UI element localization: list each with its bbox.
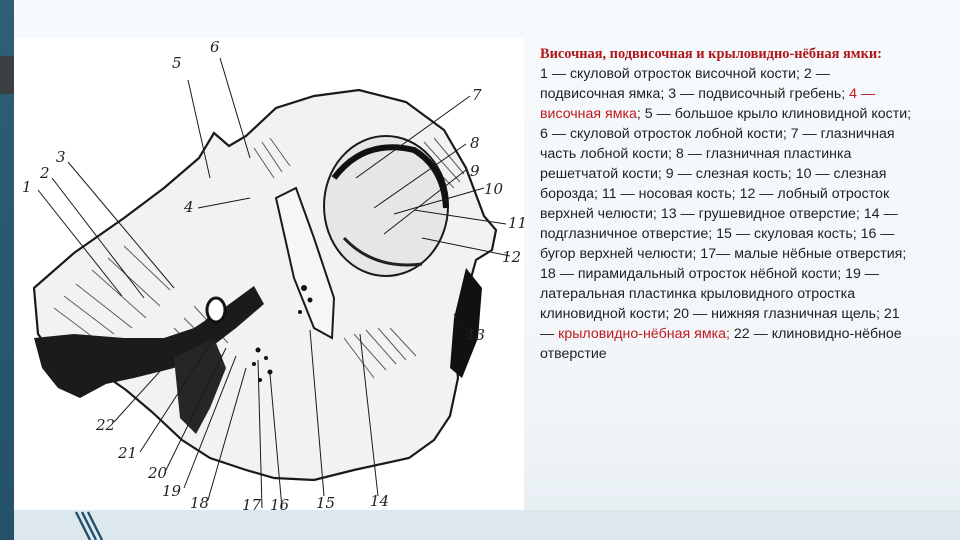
label-4: 4 bbox=[184, 198, 194, 216]
skull-illustration bbox=[14, 38, 528, 514]
label-22: 22 bbox=[96, 416, 116, 434]
label-21: 21 bbox=[118, 444, 138, 462]
label-19: 19 bbox=[162, 482, 182, 500]
caption-text bbox=[540, 44, 912, 364]
label-2: 2 bbox=[40, 164, 50, 182]
label-15: 15 bbox=[316, 494, 336, 512]
label-3: 3 bbox=[56, 148, 66, 166]
skull-lateral-figure bbox=[14, 38, 528, 514]
label-5: 5 bbox=[172, 54, 182, 72]
bottom-band bbox=[14, 510, 960, 540]
caption-heading: Височная, подвисочная и крыловидно-нёбная ямки: bbox=[540, 46, 882, 62]
decorative-stripes bbox=[70, 510, 130, 540]
label-10: 10 bbox=[484, 180, 504, 198]
label-1: 1 bbox=[22, 178, 32, 196]
caption-part-1: 1 — скуловой отросток височной кости; 2 — подвисочная ямка; 3 — подвисочный гребень; bbox=[540, 66, 850, 102]
label-14: 14 bbox=[370, 492, 390, 510]
left-accent-tab bbox=[0, 56, 14, 94]
label-11: 11 bbox=[508, 214, 528, 232]
label-13: 13 bbox=[466, 326, 486, 344]
caption-part-3: 22 — клиновидно-нёбное отверстие bbox=[540, 326, 902, 362]
label-17: 17 bbox=[242, 496, 262, 514]
foramen-22 bbox=[207, 298, 225, 322]
label-8: 8 bbox=[470, 134, 480, 152]
caption-highlight-pterygopalatine-fossa: крыловидно-нёбная ямка; bbox=[558, 326, 730, 342]
caption-part-2: ; 5 — большое крыло клиновидной кости; 6 — скуловой отросток лобной кости; 7 — глазничная часть лобной кости; 8 — глазничная пластинка решетчатой кости; 9 — слезная кость; 10 — слезная борозда; 11 — носовая кость; 12 — лобный отросток верхней челюсти; 13 — грушевидное отверстие; 14 — подглазничное отверстие; 15 — скуловая кость; 16 — бугор верхней челюсти; 17— малые нёбные отверстия; 18 — пирамидальный отросток нёбной кости; 19 — латеральная пластинка крыловидного отростка клиновидной кости; 20 — нижняя глазничная щель; 21 — bbox=[540, 106, 912, 342]
label-9: 9 bbox=[470, 162, 480, 180]
caption-body bbox=[540, 64, 912, 364]
label-12: 12 bbox=[502, 248, 522, 266]
label-7: 7 bbox=[472, 86, 482, 104]
label-20: 20 bbox=[148, 464, 168, 482]
label-6: 6 bbox=[210, 38, 220, 56]
label-16: 16 bbox=[270, 496, 290, 514]
label-18: 18 bbox=[190, 494, 210, 512]
caption-highlight-temporal-fossa: 4 — височная ямка bbox=[540, 86, 876, 122]
